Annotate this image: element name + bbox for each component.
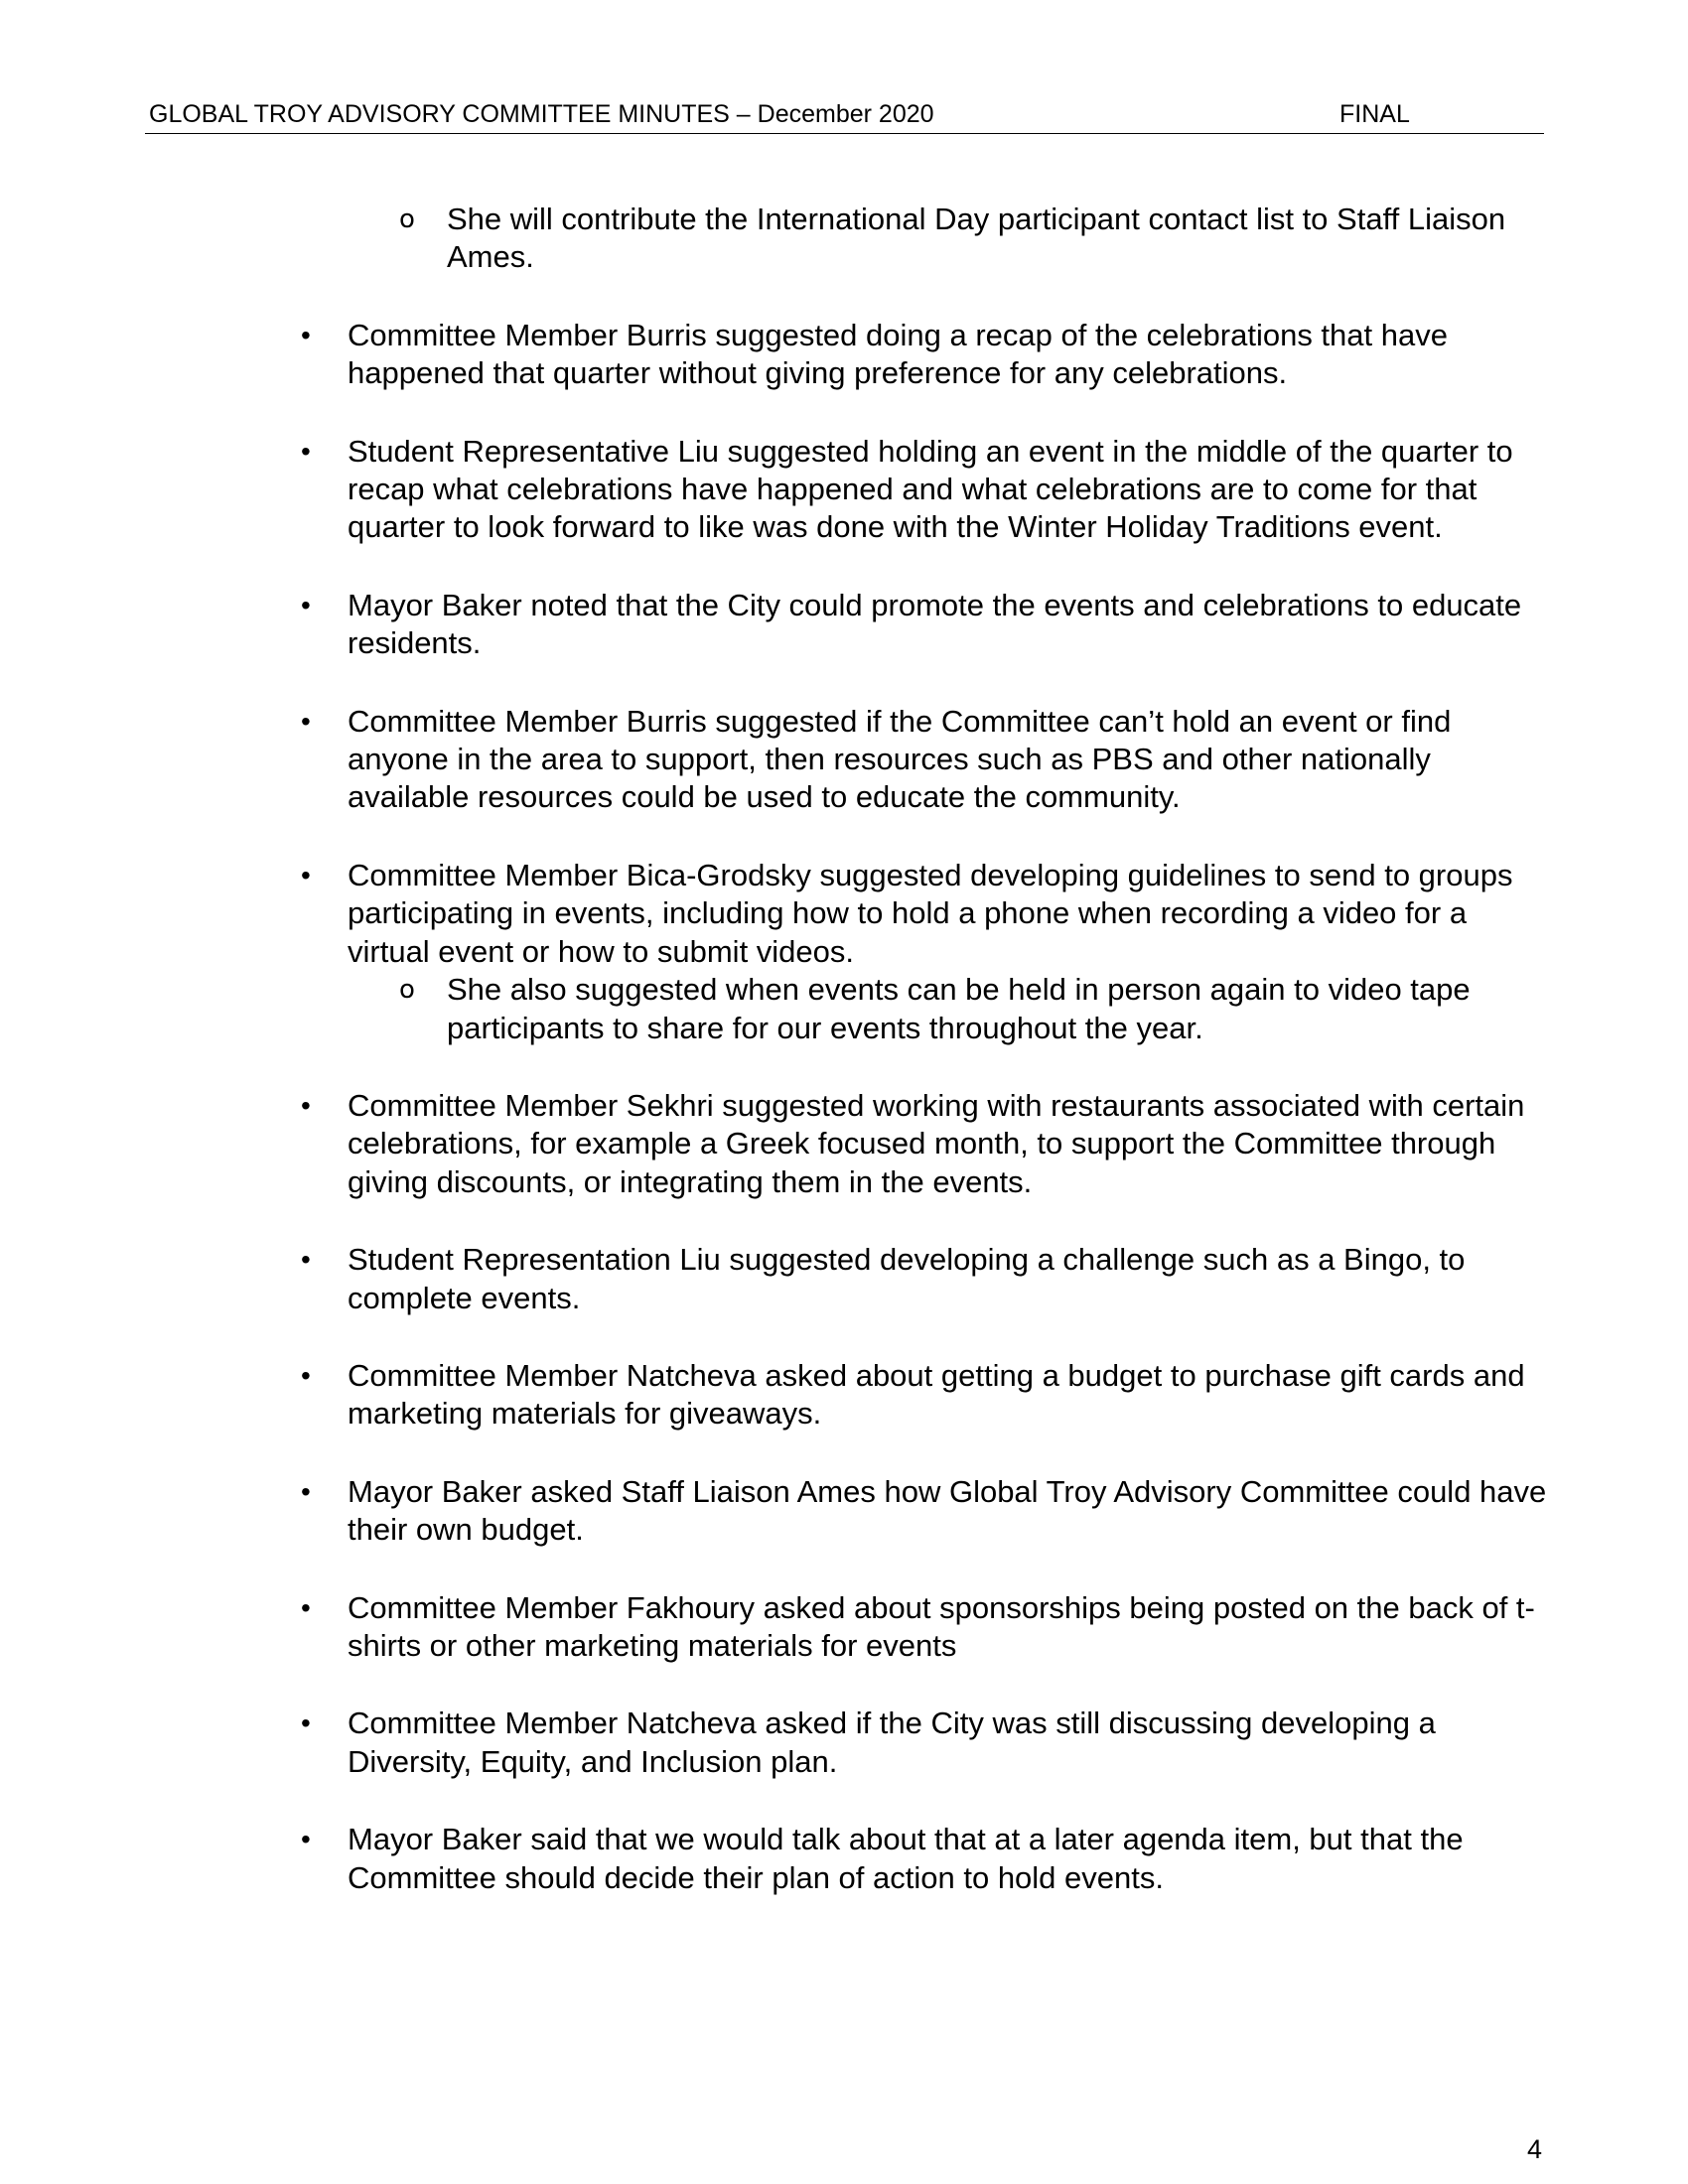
- bullet-text: Mayor Baker said that we would talk about that at a later agenda item, but that the Committee should decide their plan of action to hold events.: [348, 1822, 1464, 1895]
- sub-bullet-item: [399, 201, 1549, 277]
- page-number: 4: [1527, 2134, 1543, 2164]
- bullet-item: [348, 1357, 1549, 1433]
- bullet-item: [348, 1589, 1549, 1666]
- sub-bullet-text: She also suggested when events can be held in person again to video tape participants to share for our events throughout the year.: [447, 972, 1471, 1045]
- bullet-item: [348, 703, 1549, 817]
- bullet-text: Committee Member Sekhri suggested working with restaurants associated with certain celebrations, for example a Greek focused month, to support the Committee through giving discounts, or integrating them in the events.: [348, 1087, 1525, 1199]
- bullet-item: [348, 587, 1549, 663]
- minutes-body: [0, 201, 1688, 1937]
- bullet-text: Committee Member Fakhoury asked about sponsorships being posted on the back of t-shirts or other marketing materials for events: [348, 1589, 1535, 1663]
- bullet-item: [348, 1087, 1549, 1201]
- bullet-text: Student Representation Liu suggested developing a challenge such as a Bingo, to complete events.: [348, 1242, 1466, 1315]
- page-header: [145, 99, 1544, 134]
- hollow-circle-bullet-icon: o: [399, 975, 415, 1006]
- bullet-text: Mayor Baker asked Staff Liaison Ames how Global Troy Advisory Committee could have their own budget.: [348, 1473, 1547, 1548]
- bullet-text: Mayor Baker noted that the City could promote the events and celebrations to educate residents.: [348, 587, 1522, 661]
- bullet-text: Committee Member Natcheva asked if the City was still discussing developing a Diversity, Equity, and Inclusion plan.: [348, 1706, 1436, 1779]
- document-status: FINAL: [1339, 100, 1410, 128]
- bullet-item: [348, 1821, 1549, 1897]
- bullet-text: Committee Member Natcheva asked about getting a budget to purchase gift cards and marketing materials for giveaways.: [348, 1357, 1525, 1432]
- bullet-text: Student Representative Liu suggested holding an event in the middle of the quarter to recap what celebrations have happened and what celebrations are to come for that quarter to look forward to like was done with the Winter Holiday Traditions event.: [348, 433, 1513, 545]
- bullet-item: [348, 317, 1549, 393]
- bullet-item: [348, 1241, 1549, 1317]
- bullet-text: Committee Member Bica-Grodsky suggested developing guidelines to send to groups participating in events, including how to hold a phone when recording a video for a virtual event or how to submit videos.: [348, 857, 1513, 969]
- bullet-text: Committee Member Burris suggested if the Committee can’t hold an event or find anyone in the area to support, then resources such as PBS and other nationally available resources could be used to educate the community.: [348, 703, 1452, 815]
- bullet-item: [348, 433, 1549, 547]
- bullet-text: Committee Member Burris suggested doing a recap of the celebrations that have happened that quarter without giving preference for any celebrations.: [348, 317, 1448, 391]
- document-title: GLOBAL TROY ADVISORY COMMITTEE MINUTES – December 2020: [149, 100, 934, 128]
- bullet-item: [348, 1473, 1549, 1550]
- bullet-item: [348, 1705, 1549, 1781]
- sub-bullet-item: [399, 971, 1549, 1047]
- sub-bullet-text: She will contribute the International Day participant contact list to Staff Liaison Ames.: [447, 202, 1506, 275]
- bullet-item: [348, 857, 1549, 1047]
- hollow-circle-bullet-icon: o: [399, 205, 415, 234]
